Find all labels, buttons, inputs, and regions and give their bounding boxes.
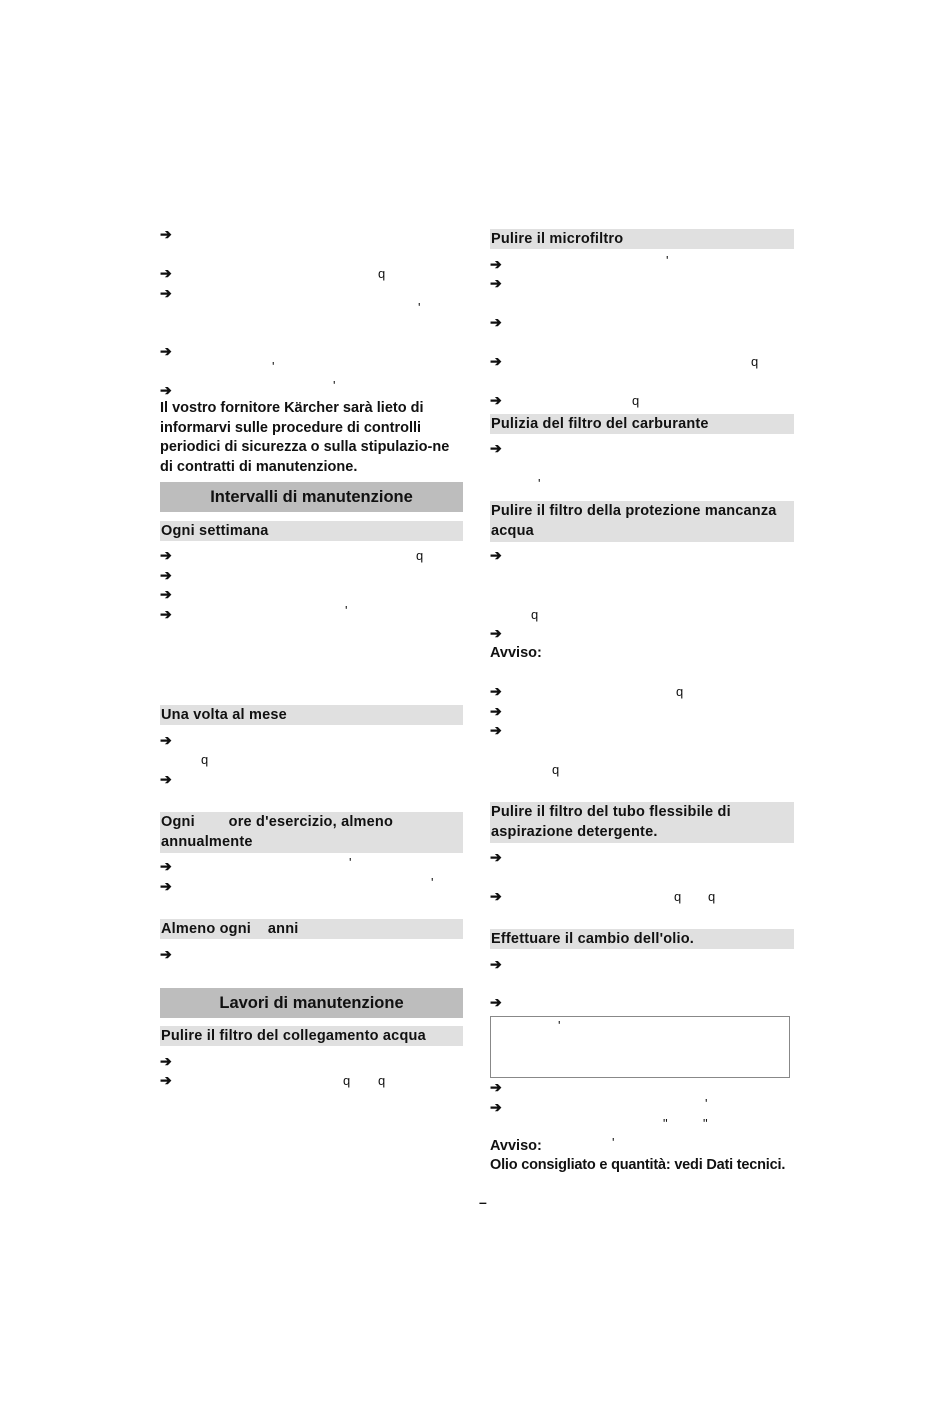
arrow-bullet: ➔ (160, 1053, 172, 1069)
arrow-bullet: ➔ (160, 382, 172, 398)
arrow-bullet: ➔ (160, 946, 172, 962)
arrow-bullet: ➔ (490, 956, 502, 972)
subheading-hours-yearly-line1: Ogni ore d'esercizio, almeno (161, 814, 394, 830)
warning-box (490, 1016, 790, 1078)
oil-recommendation: Olio consigliato e quantità: vedi Dati tecnici. (490, 1157, 786, 1173)
text-fragment: q (378, 266, 386, 281)
arrow-bullet: ➔ (160, 265, 172, 281)
notice-label: Avviso: (490, 1138, 542, 1154)
text-fragment: q (378, 1073, 386, 1088)
arrow-bullet: ➔ (490, 1099, 502, 1115)
arrow-bullet: ➔ (160, 771, 172, 787)
subheading-hours-yearly (160, 812, 463, 853)
text-fragment: ' (558, 1018, 561, 1033)
subheading-oil-change: Effettuare il cambio dell'olio. (490, 929, 794, 949)
text-fragment: ' (418, 300, 421, 315)
arrow-bullet: ➔ (490, 683, 502, 699)
subheading-detergent-hose-filter-line2: aspirazione detergente. (491, 824, 658, 840)
arrow-bullet: ➔ (490, 275, 502, 291)
text-fragment: ' (431, 875, 434, 890)
text-fragment: q (708, 889, 716, 904)
arrow-bullet: ➔ (160, 586, 172, 602)
text-fragment: q (343, 1073, 351, 1088)
arrow-bullet: ➔ (490, 392, 502, 408)
arrow-bullet: ➔ (160, 1072, 172, 1088)
arrow-bullet: ➔ (160, 606, 172, 622)
intro-paragraph: Il vostro fornitore Kärcher sarà lieto di informarvi sulle procedure di controlli periodici di sicurezza o sulla stipulazio-ne di contratti di manutenzione. (160, 400, 450, 475)
arrow-bullet: ➔ (160, 858, 172, 874)
subheading-hours-yearly-line2: annualmente (161, 834, 253, 850)
text-fragment: q (674, 889, 682, 904)
arrow-bullet: ➔ (490, 1079, 502, 1095)
text-fragment: ' (612, 1135, 615, 1150)
subheading-detergent-hose-filter-line1: Pulire il filtro del tubo flessibile di (491, 804, 731, 820)
notice-label: Avviso: (490, 645, 542, 661)
arrow-bullet: ➔ (160, 226, 172, 242)
subheading-monthly: Una volta al mese (160, 705, 463, 725)
subheading-water-shortage-filter-line2: acqua (491, 523, 534, 539)
arrow-bullet: ➔ (490, 625, 502, 641)
text-fragment: ' (538, 476, 541, 491)
arrow-bullet: ➔ (490, 722, 502, 738)
text-fragment: q (552, 762, 560, 777)
page-number: – (479, 1194, 487, 1210)
arrow-bullet: ➔ (160, 732, 172, 748)
text-fragment: q (751, 354, 759, 369)
arrow-bullet: ➔ (160, 343, 172, 359)
text-fragment: ' (349, 855, 352, 870)
text-fragment: q (201, 752, 209, 767)
arrow-bullet: ➔ (490, 440, 502, 456)
subheading-water-connection-filter: Pulire il filtro del collegamento acqua (160, 1026, 463, 1046)
subheading-weekly: Ogni settimana (160, 521, 463, 541)
text-fragment: q (416, 548, 424, 563)
subheading-microfilter: Pulire il microfiltro (490, 229, 794, 249)
text-fragment: ' (666, 253, 669, 268)
arrow-bullet: ➔ (490, 547, 502, 563)
text-fragment: ' (272, 359, 275, 374)
arrow-bullet: ➔ (490, 888, 502, 904)
subheading-every-years: Almeno ogni anni (160, 919, 463, 939)
subheading-water-shortage-filter (490, 501, 794, 542)
text-fragment: q (531, 607, 539, 622)
text-fragment: q (676, 684, 684, 699)
text-fragment: q (632, 393, 640, 408)
arrow-bullet: ➔ (160, 878, 172, 894)
subheading-water-shortage-filter-line1: Pulire il filtro della protezione mancanza (491, 503, 777, 519)
arrow-bullet: ➔ (160, 547, 172, 563)
arrow-bullet: ➔ (490, 353, 502, 369)
subheading-fuel-filter: Pulizia del filtro del carburante (490, 414, 794, 434)
text-fragment: ' (705, 1096, 708, 1111)
arrow-bullet: ➔ (490, 314, 502, 330)
text-fragment: " (663, 1116, 668, 1131)
text-fragment: ' (333, 378, 336, 393)
text-fragment: " (703, 1116, 708, 1131)
section-heading-intervals: Intervalli di manutenzione (160, 482, 463, 512)
arrow-bullet: ➔ (490, 256, 502, 272)
arrow-bullet: ➔ (160, 285, 172, 301)
subheading-detergent-hose-filter (490, 802, 794, 843)
text-fragment: ' (345, 603, 348, 618)
section-heading-works: Lavori di manutenzione (160, 988, 463, 1018)
arrow-bullet: ➔ (490, 849, 502, 865)
arrow-bullet: ➔ (490, 703, 502, 719)
arrow-bullet: ➔ (160, 567, 172, 583)
arrow-bullet: ➔ (490, 994, 502, 1010)
